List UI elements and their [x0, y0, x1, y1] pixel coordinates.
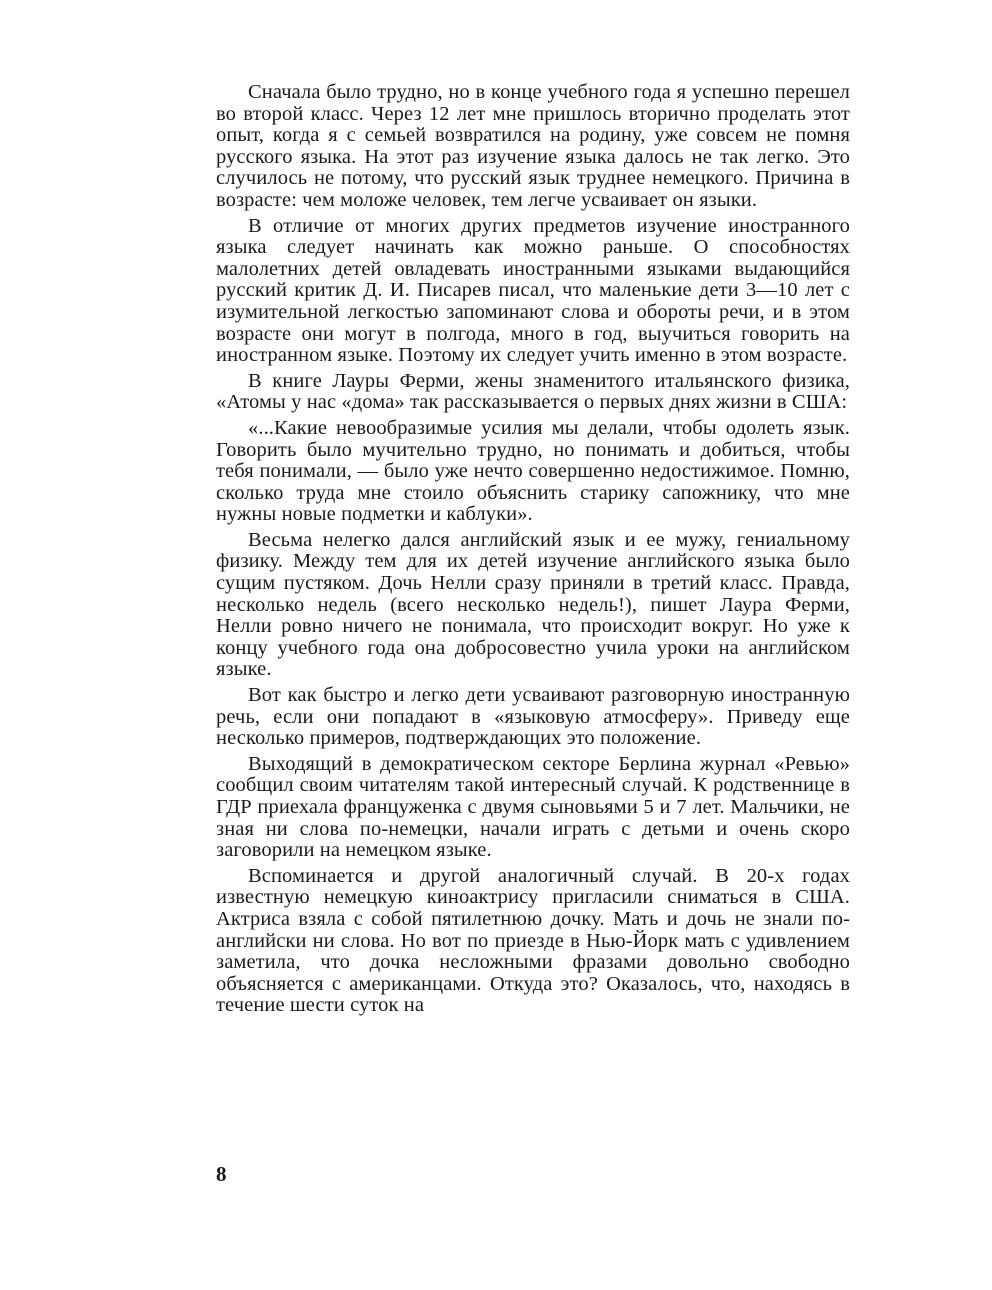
paragraph-2: В отличие от многих других предметов изучение иностранного языка следует начинать как можно раньше. О способностях малолетних детей овладевать иностранными языками выдающийся русский критик Д. И. Писарев писал, что маленькие дети 3—10 лет с изумительной легкостью запоминают слова и обороты речи, и в этом возрасте они могут в полгода, много в год, выучиться говорить на иностранном языке. Поэтому их следует учить именно в этом возрасте. [216, 214, 850, 367]
paragraph-1: Сначала было трудно, но в конце учебного года я успешно перешел во второй класс. Через 12 лет мне пришлось вторично проделать этот опыт, когда я с семьей возвратился на родину, уже совсем не помня русского языка. На этот раз изучение языка далось не так легко. Это случилось не потому, что русский язык труднее немецкого. Причина в возрасте: чем моложе человек, тем легче усваивает он языки. [216, 81, 850, 211]
paragraph-6: Вот как быстро и легко дети усваивают разговорную иностранную речь, если они попадают в «языковую атмосферу». Приведу еще несколько примеров, подтверждающих это положение. [216, 684, 850, 750]
body-text [216, 82, 850, 1021]
paragraph-4-quote: «...Какие невообразимые усилия мы делали, чтобы одолеть язык. Говорить было мучительно трудно, но понимать и добиться, чтобы тебя понимали, — было уже нечто совершенно недостижимое. Помню, сколько труда мне стоило объяснить старику сапожнику, что мне нужны новые подметки и каблуки». [216, 416, 850, 526]
paragraph-3: В книге Лауры Ферми, жены знаменитого итальянского физика, «Атомы у нас «дома» так рассказывается о первых днях жизни в США: [216, 369, 850, 414]
paragraph-5: Весьма нелегко дался английский язык и ее мужу, гениальному физику. Между тем для их детей изучение английского языка было сущим пустяком. Дочь Нелли сразу приняли в третий класс. Правда, несколько недель (всего несколько недель!), пишет Лаура Ферми, Нелли ровно ничего не понимала, что происходит вокруг. Но уже к концу учебного года она добросовестно учила уроки на английском языке. [216, 528, 850, 681]
paragraph-7: Выходящий в демократическом секторе Берлина журнал «Ревью» сообщил своим читателям такой интересный случай. К родственнице в ГДР приехала француженка с двумя сыновьями 5 и 7 лет. Мальчики, не зная ни слова по-немецки, начали играть с детьми и очень скоро заговорили на немецком языке. [216, 752, 850, 862]
page-number: 8 [216, 1162, 227, 1186]
paragraph-8: Вспоминается и другой аналогичный случай. В 20-х годах известную немецкую киноактрису пригласили сниматься в США. Актриса взяла с собой пятилетнюю дочку. Мать и дочь не знали по-английски ни слова. Но вот по приезде в Нью-Йорк мать с удивлением заметила, что дочка несложными фразами довольно свободно объясняется с американцами. Откуда это? Оказалось, что, находясь в течение шести суток на [216, 864, 850, 1017]
